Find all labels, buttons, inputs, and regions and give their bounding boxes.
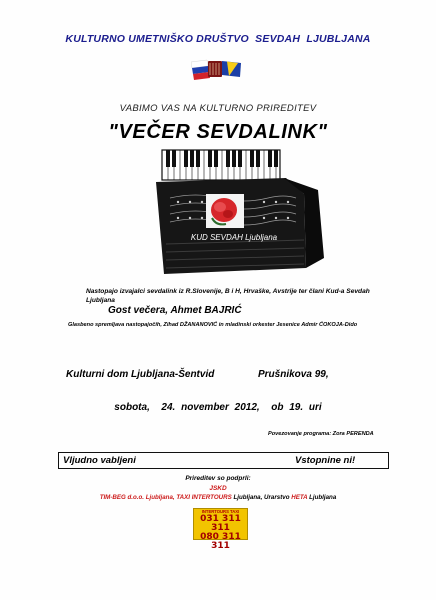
kud-logo: [191, 58, 243, 80]
organization-title: KULTURNO UMETNIŠKO DRUŠTVO SEVDAH LJUBLJANA: [65, 33, 371, 45]
slovenia-flag-icon: [191, 60, 210, 80]
invitation-line: VABIMO VAS NA KULTURNO PRIREDITEV: [119, 103, 317, 114]
guest-line: Gost večera, Ahmet BAJRIĆ: [108, 305, 242, 316]
performers-text: Nastopajo izvajalci sevdalink iz R.Slovenije, B i H, Hrvaške, Avstrije ter člani Kud-a Sevdah Ljubljana: [86, 288, 370, 304]
taxi-phone-2: 080 311 311: [200, 532, 241, 551]
keyboard: [162, 150, 280, 180]
sponsor-text-end: Ljubljana: [309, 494, 337, 501]
sponsor-list: [0, 494, 436, 501]
sponsor-heta: HETA: [291, 494, 308, 501]
sponsor-text-mid: Ljubljana, Urarstvo: [233, 494, 290, 501]
sponsor-taxi: TAXI INTERTOURS: [176, 494, 232, 501]
accordion-icon: [208, 61, 222, 77]
date-time: sobota, 24. november 2012, ob 19. uri: [114, 402, 322, 413]
entry-free-text: Vstopnine ni!: [295, 455, 356, 466]
accordion-image: [156, 148, 332, 284]
taxi-ad-header: INTERTOURS TAXI: [201, 509, 240, 514]
event-title: "VEČER SEVDALINK": [108, 121, 328, 143]
venue-address: Prušnikova 99,: [258, 369, 329, 380]
accordion-caption: KUD SEVDAH Ljubljana: [190, 233, 278, 242]
venue-name: Kulturni dom Ljubljana-Šentvid: [66, 369, 215, 380]
welcome-text: Vljudno vabljeni: [63, 455, 136, 466]
taxi-ad: [193, 508, 248, 551]
program-host: Povezovanje programa: Zora PERENDA: [268, 431, 374, 437]
music-accompaniment: Glasbeno spremljava nastopajočih, Zihad DŽANANOVIĆ in mladinski orkester Jesenice Admir ĆOKOJA-Dido: [68, 322, 358, 328]
supported-by-label: Prireditev so podprli:: [185, 475, 251, 482]
sponsor-jskd: JSKD: [209, 485, 227, 492]
accordion-body: [156, 178, 324, 274]
rose-icon: [206, 194, 244, 228]
bosnia-flag-icon: [222, 61, 241, 77]
taxi-phone-1: 031 311 311: [200, 514, 241, 533]
sponsor-timbeg: TIM-BEG d.o.o. Ljubljana,: [99, 494, 175, 501]
